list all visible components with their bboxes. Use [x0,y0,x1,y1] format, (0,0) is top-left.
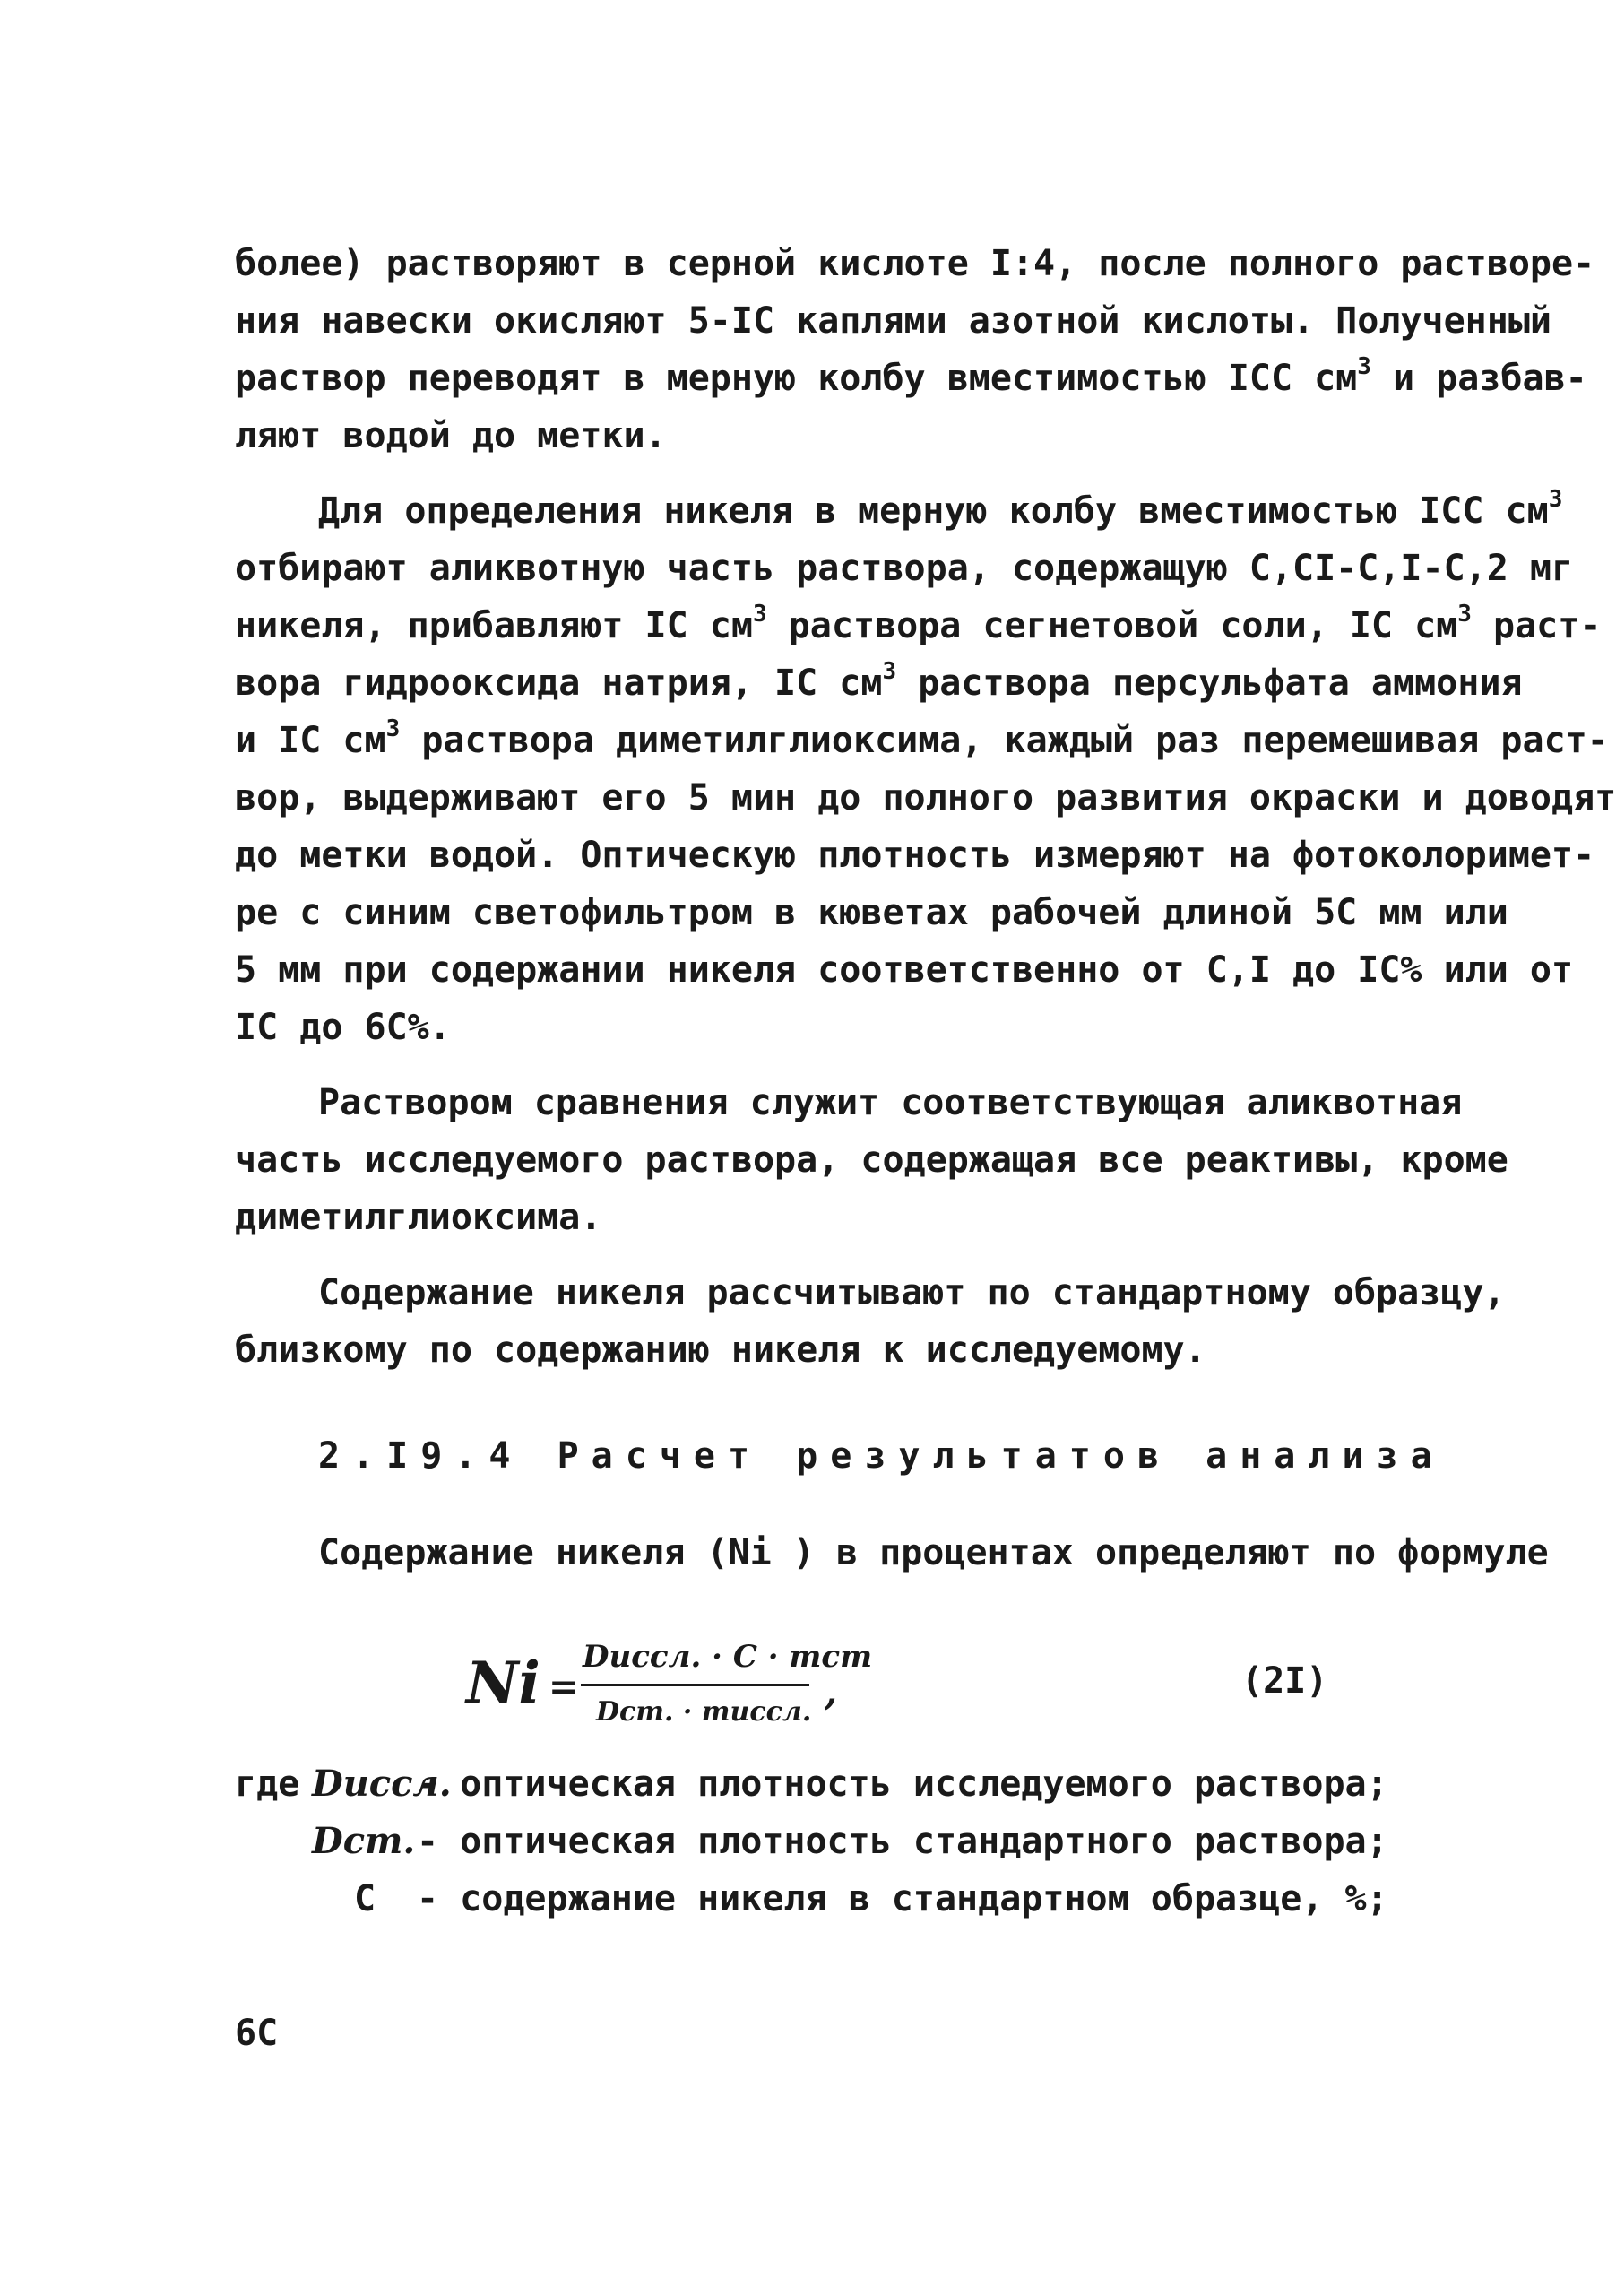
text-line: ре с синим светофильтром в кюветах рабочей длиной 5С мм или [235,892,1508,933]
text-line: 5 мм при содержании никеля соответственно от С,I до IС% или от [235,949,1574,991]
text-line: IС до 6С%. [235,1007,451,1048]
legend-text: - содержание никеля в стандартном образце, %; [417,1878,1388,1919]
text-line: раствор переводят в мерную колбу вместимостью IСС $см^3$ и разбав- [235,353,1587,399]
text-line: Для определения никеля в мерную колбу вместимостью IСС $см^3$ [318,486,1563,532]
formula-lhs: Ni [466,1650,540,1717]
text-line: отбирают аликвотную часть раствора, содержащую С,СI-С,I-С,2 мг [235,548,1574,589]
formula-denominator: Dст. · mиссл. [596,1696,812,1728]
formula-equals: = [549,1666,579,1708]
text-line: близкому по содержанию никеля к исследуемому. [235,1330,1206,1371]
fraction-bar [581,1684,809,1686]
legend-symbol: С [354,1878,376,1919]
text-line: вора гидрооксида натрия, IС $см^3$ раствора персульфата аммония [235,658,1523,704]
text-line: диметилглиоксима. [235,1197,602,1238]
text-line: ляют водой до метки. [235,415,667,456]
text-line: Раствором сравнения служит соответствующая аликвотная [318,1082,1463,1123]
formula-comma: , [825,1671,837,1713]
formula [466,1623,878,1757]
text-line: Содержание никеля (Ni ) в процентах определяют по формуле [318,1532,1549,1573]
text-line: Содержание никеля рассчитывают по стандартному образцу, [318,1272,1506,1313]
text-line: ния навески окисляют 5-IC каплями азотной кислоты. Полученный [235,300,1552,342]
legend-prefix: где [235,1763,300,1805]
legend-text: - оптическая плотность исследуемого раствора; [417,1763,1388,1805]
legend-symbol: Dст. [312,1820,416,1862]
text-line: до метки водой. Оптическую плотность измеряют на фотоколоримет- [235,835,1595,876]
legend-text: - оптическая плотность стандартного раствора; [417,1821,1388,1862]
section-heading: 2.I9.4 Расчет результатов анализа [318,1435,1445,1477]
text-line: часть исследуемого раствора, содержащая все реактивы, кроме [235,1139,1508,1181]
equation-number: (2I) [1241,1660,1328,1702]
text-line: вор, выдерживают его 5 мин до полного развития окраски и доводят [235,777,1616,819]
text-line: никеля, прибавляют IС $см^3$ раствора сегнетовой соли, IС $см^3$ раст- [235,601,1602,646]
formula-numerator: Dиссл. · C · mст [583,1639,873,1675]
text-line: более) растворяют в серной кислоте I:4, после полного растворе- [235,243,1595,284]
legend-symbol: Dиссл. [312,1763,452,1805]
page-number: 6С [235,2013,279,2054]
text-line: и IС $см^3$ раствора диметилглиоксима, каждый раз перемешивая раст- [235,715,1609,761]
